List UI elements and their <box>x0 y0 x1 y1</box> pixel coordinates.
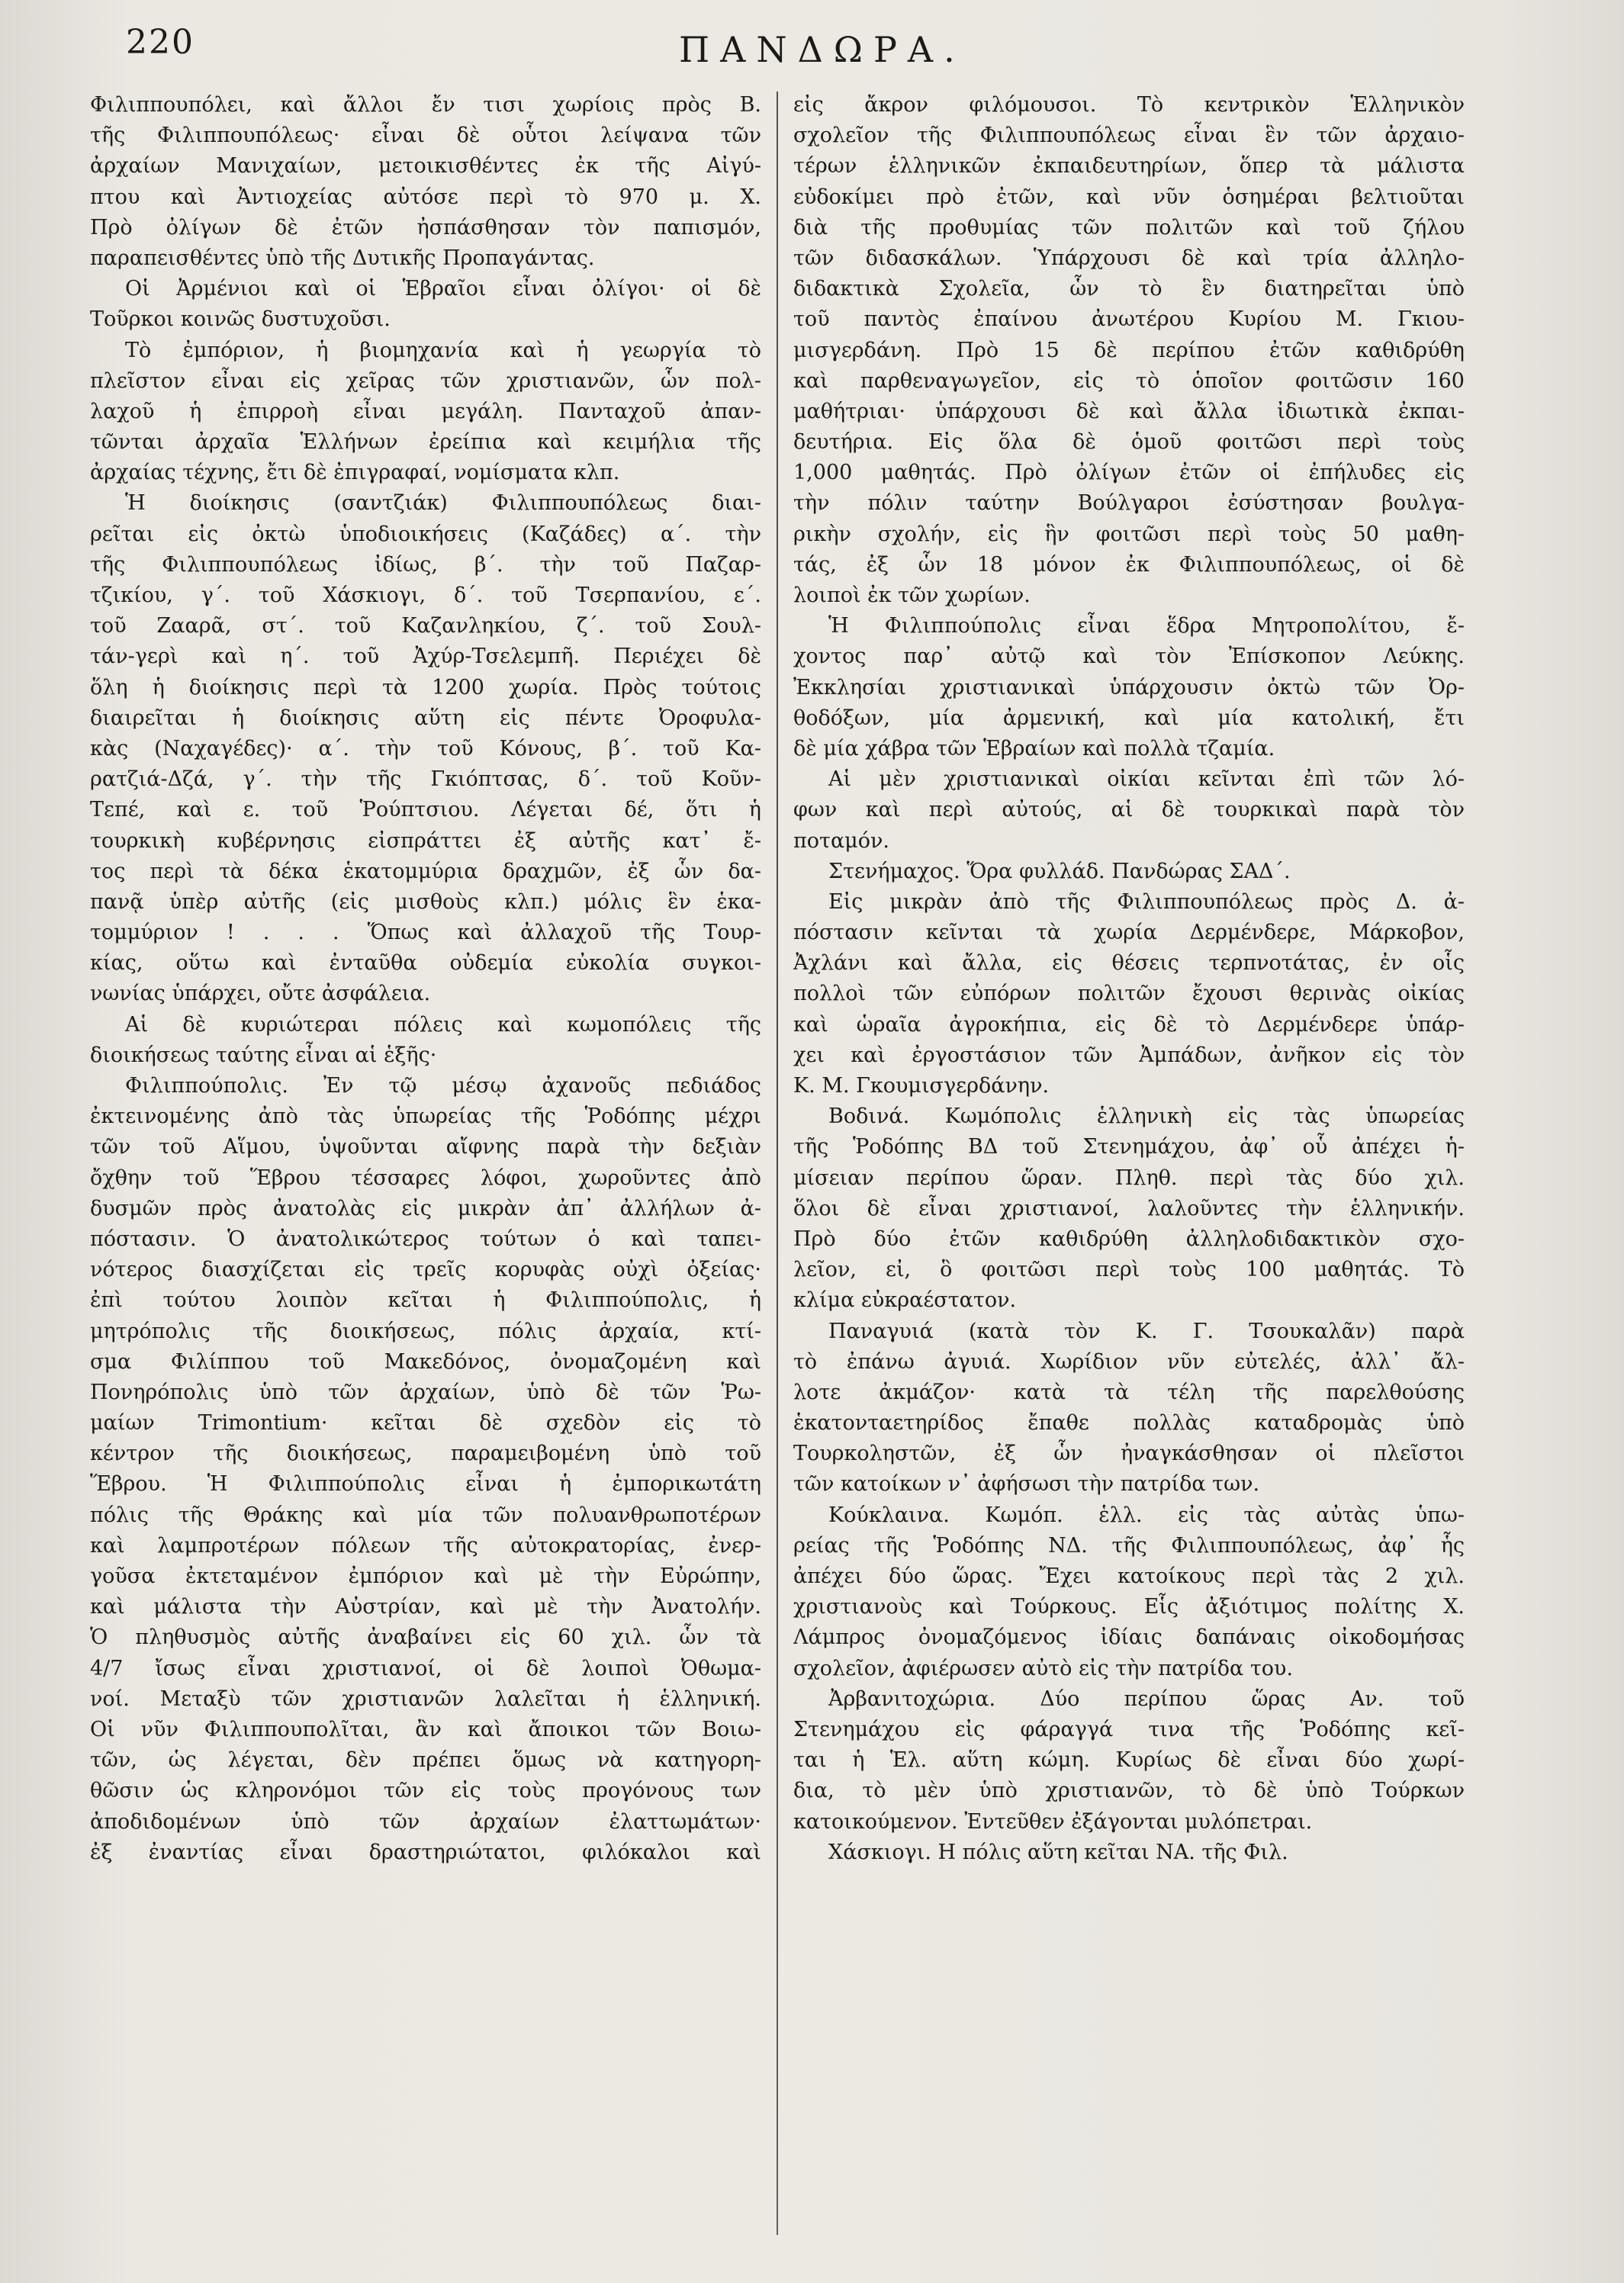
text-line: κὰς (Ναχαγέδες)· α΄. τὴν τοῦ Κόνους, β΄. τοῦ Κα- <box>90 736 761 760</box>
text-line: νοί. Μεταξὺ τῶν χριστιανῶν λαλεῖται ἡ ἑλληνική. <box>90 1687 761 1711</box>
text-line: Τὸ ἐμπόριον, ἡ βιομηχανία καὶ ἡ γεωργία τὸ <box>125 338 761 362</box>
text-line: Κ. Μ. Γκουμισγερδάνην. <box>793 1074 1050 1098</box>
text-line: ἑκατονταετηρίδος ἔπαθε πολλὰς καταδρομὰς ὑπὸ <box>793 1411 1465 1436</box>
text-line: Ἡ διοίκησις (σαντζιάκ) Φιλιππουπόλεως διαι- <box>125 491 761 516</box>
text-line: διαιρεῖται ἡ διοίκησις αὕτη εἰς πέντε Ὀροφυλα- <box>90 706 761 730</box>
text-line: μητρόπολις τῆς διοικήσεως, πόλις ἀρχαία, κτί- <box>90 1319 761 1343</box>
text-line: Ἕβρου. Ἡ Φιλιππούπολις εἶναι ἡ ἐμπορικωτάτη <box>90 1472 761 1497</box>
text-line: Πρὸ δύο ἐτῶν καθιδρύθη ἀλληλοδιδακτικὸν σχο- <box>793 1227 1465 1251</box>
text-line: τέρων ἑλληνικῶν ἐκπαιδευτηρίων, ὅπερ τὰ μάλιστα <box>793 154 1465 178</box>
text-line: διὰ τῆς προθυμίας τῶν πολιτῶν καὶ τοῦ ζήλου <box>793 215 1465 240</box>
text-line: Οἱ Ἀρμένιοι καὶ οἱ Ἑβραῖοι εἶναι ὀλίγοι· οἱ δὲ <box>125 277 761 301</box>
text-line: πτου καὶ Ἀντιοχείας αὐτόσε περὶ τὸ 970 μ. Χ. <box>90 185 761 209</box>
text-line: ἐκτεινομένης ἀπὸ τὰς ὑπωρείας τῆς Ῥοδόπης μέχρι <box>90 1105 761 1129</box>
text-line: Στενημάχου εἰς φάραγγά τινα τῆς Ῥοδόπης κεῖ- <box>793 1717 1465 1741</box>
text-line: τὸ ἐπάνω ἀγυιά. Χωρίδιον νῦν εὐτελές, ἀλλ᾽ ἄλ- <box>793 1349 1465 1374</box>
text-line: νότερος διασχίζεται εἰς τρεῖς κορυφὰς οὐχὶ ὀξείας· <box>90 1258 761 1282</box>
text-line: τουρκικὴ κυβέρνησις εἰσπράττει ἐξ αὐτῆς κατ᾽ ἔ- <box>90 828 761 853</box>
text-line: τῶν κατοίκων ν᾽ ἀφήσωσι τὴν πατρίδα των. <box>793 1472 1260 1497</box>
running-title: ΠΑΝΔΩΡΑ. <box>679 29 966 70</box>
text-line: λεῖον, εἰ, ὃ φοιτῶσι περὶ τοὺς 100 μαθητάς. Τὸ <box>793 1258 1465 1282</box>
text-line: Ἡ Φιλιππούπολις εἶναι ἕδρα Μητροπολίτου, ἔ- <box>828 614 1465 638</box>
text-line: τῆς Φιλιππουπόλεως· εἶναι δὲ οὗτοι λείψανα τῶν <box>90 124 761 148</box>
text-line: τὴν πόλιν ταύτην Βούλγαροι ἐσύστησαν βουλγα- <box>793 491 1465 516</box>
text-line: μαίων Trimontium· κεῖται δὲ σχεδὸν εἰς τὸ <box>90 1411 761 1436</box>
text-line: ρατζιά-Δζά, γ΄. τὴν τῆς Γκιόπτσας, δ΄. τοῦ Κοῦν- <box>90 767 761 792</box>
text-line: καὶ μάλιστα τὴν Αὐστρίαν, καὶ μὲ τὴν Ἀνατολήν. <box>90 1595 761 1619</box>
text-line: Πονηρόπολις ὑπὸ τῶν ἀρχαίων, ὑπὸ δὲ τῶν Ῥω- <box>90 1380 761 1404</box>
text-line: τομμύριον ! . . . Ὅπως καὶ ἀλλαχοῦ τῆς Τουρ- <box>90 921 761 945</box>
text-line: τάς, ἐξ ὧν 18 μόνον ἐκ Φιλιππουπόλεως, οἱ δὲ <box>793 552 1465 577</box>
text-line: Αἱ δὲ κυριώτεραι πόλεις καὶ κωμοπόλεις τῆς <box>125 1012 761 1037</box>
text-line: τζικίου, γ΄. τοῦ Χάσκιογι, δ΄. τοῦ Τσερπανίου, ε΄. <box>90 584 761 607</box>
text-line: μισγερδάνη. Πρὸ 15 δὲ περίπου ἐτῶν καθιδρύθη <box>793 338 1465 362</box>
text-line: ὅλοι δὲ εἶναι χριστιανοί, λαλοῦντες τὴν ἑλληνικήν. <box>793 1196 1465 1220</box>
text-line: Τουρκοληστῶν, ἐξ ὧν ἠναγκάσθησαν οἱ πλεῖστοι <box>793 1442 1465 1466</box>
text-line: δὲ μία χάβρα τῶν Ἑβραίων καὶ πολλὰ τζαμία. <box>793 736 1275 760</box>
text-line: τοῦ παντὸς ἐπαίνου ἀνωτέρου Κυρίου Μ. Γκιου- <box>793 307 1465 332</box>
text-line: τῆς Φιλιππουπόλεως ἰδίως, β΄. τὴν τοῦ Παζαρ- <box>90 552 761 577</box>
text-line: ὅλη ἡ διοίκησις περὶ τὰ 1200 χωρία. Πρὸς τούτοις <box>90 675 761 699</box>
column-divider <box>777 92 778 2235</box>
text-line: Πρὸ ὀλίγων δὲ ἐτῶν ἠσπάσθησαν τὸν παπισμόν, <box>90 215 761 240</box>
text-line: τῶνται ἀρχαῖα Ἑλλήνων ἐρείπια καὶ κειμήλια τῆς <box>90 430 761 455</box>
text-line: μαθήτριαι· ὑπάρχουσι δὲ καὶ ἄλλα ἰδιωτικὰ ἐκπαι- <box>793 399 1465 423</box>
text-line: σχολεῖον τῆς Φιλιππουπόλεως εἶναι ἓν τῶν ἀρχαιο- <box>793 124 1465 148</box>
text-line: παραπεισθέντες ὑπὸ τῆς Δυτικῆς Προπαγάντας. <box>90 246 595 270</box>
text-line: καὶ παρθεναγωγεῖον, εἰς τὸ ὁποῖον φοιτῶσιν 160 <box>793 368 1465 393</box>
text-line: ρεῖται εἰς ὀκτὼ ὑποδιοικήσεις (Καζάδες) α΄. τὴν <box>90 522 761 546</box>
text-line: καὶ λαμπροτέρων πόλεων τῆς αὐτοκρατορίας, ἐνερ- <box>90 1533 761 1558</box>
text-line: πλεῖστον εἶναι εἰς χεῖρας τῶν χριστιανῶν, ὧν πολ- <box>90 368 761 393</box>
page-number: 220 <box>126 23 195 62</box>
text-line: ρικὴν σχολήν, εἰς ἣν φοιτῶσι περὶ τοὺς 50 μαθη- <box>793 522 1465 546</box>
text-line: Στενήμαχος. Ὅρα φυλλάδ. Πανδώρας ΣΑΔ΄. <box>828 859 1291 883</box>
text-line: τῆς Ῥοδόπης ΒΔ τοῦ Στενημάχου, ἀφ᾽ οὗ ἀπέχει ἡ- <box>793 1135 1465 1159</box>
text-line: κέντρον τῆς διοικήσεως, παραμειβομένη ὑπὸ τοῦ <box>90 1442 761 1466</box>
left-text-column <box>90 90 761 2249</box>
text-line: Βοδινά. Κωμόπολις ἑλληνικὴ εἰς τὰς ὑπωρείας <box>828 1105 1465 1129</box>
text-line: κλίμα εὐκραέστατον. <box>793 1288 1017 1313</box>
text-line: πόστασιν. Ὁ ἀνατολικώτερος τούτων ὁ καὶ ταπει- <box>90 1227 761 1251</box>
text-line: σχολεῖον, ἀφιέρωσεν αὐτὸ εἰς τὴν πατρίδα του. <box>793 1656 1294 1680</box>
text-line: 1,000 μαθητάς. Πρὸ ὀλίγων ἐτῶν οἱ ἐπήλυδες εἰς <box>793 461 1465 485</box>
text-line: Αἱ μὲν χριστιανικαὶ οἰκίαι κεῖνται ἐπὶ τῶν λό- <box>828 767 1465 792</box>
text-line: κίας, οὕτω καὶ ἐνταῦθα οὐδεμία εὐκολία συγκοι- <box>90 951 761 976</box>
text-line: τάν-γερὶ καὶ η΄. τοῦ Ἀχύρ-Τσελεμπῆ. Περιέχει δὲ <box>90 645 761 669</box>
text-line: εὐδοκίμει πρὸ ἐτῶν, καὶ νῦν ὁσημέραι βελτιοῦται <box>793 185 1465 209</box>
text-line: Παναγυιά (κατὰ τὸν Κ. Γ. Τσουκαλᾶν) παρὰ <box>828 1319 1465 1343</box>
text-line: σμα Φιλίππου τοῦ Μακεδόνος, ὀνομαζομένη καὶ <box>90 1349 761 1374</box>
text-line: λαχοῦ ἡ ἐπιρροὴ εἶναι μεγάλη. Πανταχοῦ ἀπαν- <box>90 399 761 423</box>
text-line: λοτε ἀκμάζον· κατὰ τὰ τέλη τῆς παρελθούσης <box>793 1380 1465 1404</box>
text-line: Ὁ πληθυσμὸς αὐτῆς ἀναβαίνει εἰς 60 χιλ. ὧν τὰ <box>90 1625 761 1650</box>
text-line: λοιποὶ ἐκ τῶν χωρίων. <box>793 584 1031 607</box>
text-line: χριστιανοὺς καὶ Τούρκους. Εἷς ἀξιότιμος πολίτης Χ. <box>793 1595 1465 1619</box>
text-line: καὶ ὡραῖα ἀγροκήπια, εἰς δὲ τὸ Δερμένδερε ὑπάρ- <box>793 1012 1465 1037</box>
text-line: ρείας τῆς Ῥοδόπης ΝΔ. τῆς Φιλιππουπόλεως, ἀφ᾽ ἧς <box>793 1533 1465 1558</box>
text-line: νωνίας ὑπάρχει, οὔτε ἀσφάλεια. <box>90 982 431 1006</box>
text-line: ἀποδιδομένων ὑπὸ τῶν ἀρχαίων ἐλαττωμάτων· <box>90 1809 761 1834</box>
text-line: Εἰς μικρὰν ἀπὸ τῆς Φιλιππουπόλεως πρὸς Δ. ἀ- <box>828 889 1465 914</box>
text-line: κατοικούμενον. Ἐντεῦθεν ἐξάγονται μυλόπετραι. <box>793 1809 1313 1834</box>
text-line: ἀρχαίας τέχνης, ἔτι δὲ ἐπιγραφαί, νομίσματα κλπ. <box>90 461 620 485</box>
text-line: πόστασιν κεῖνται τὰ χωρία Δερμένδερε, Μάρκοβον, <box>793 921 1465 945</box>
text-line: πόλις τῆς Θράκης καὶ μία τῶν πολυανθρωποτέρων <box>90 1503 761 1527</box>
text-line: τος περὶ τὰ δέκα ἑκατομμύρια δραχμῶν, ἐξ ὧν δα- <box>90 859 761 883</box>
text-line: ὄχθην τοῦ Ἕβρου τέσσαρες λόφοι, χωροῦντες ἀπὸ <box>90 1166 761 1190</box>
text-line: ἀπέχει δύο ὥρας. Ἔχει κατοίκους περὶ τὰς 2 χιλ. <box>793 1564 1465 1588</box>
text-line: δια, τὸ μὲν ὑπὸ χριστιανῶν, τὸ δὲ ὑπὸ Τούρκων <box>793 1779 1465 1803</box>
text-line: Τοῦρκοι κοινῶς δυστυχοῦσι. <box>90 307 391 332</box>
text-line: Φιλιππούπολις. Ἐν τῷ μέσῳ ἀχανοῦς πεδιάδος <box>125 1074 761 1098</box>
text-line: ἐπὶ τούτου λοιπὸν κεῖται ἡ Φιλιππούπολις, ἡ <box>90 1288 761 1313</box>
text-line: Ἐκκλησίαι χριστιανικαὶ ὑπάρχουσιν ὀκτὼ τῶν Ὀρ- <box>793 675 1465 699</box>
text-line: γοῦσα ἐκτεταμένον ἐμπόριον καὶ μὲ τὴν Εὐρώπην, <box>90 1564 761 1588</box>
text-line: τῶν, ὡς λέγεται, δὲν πρέπει ὅμως νὰ κατηγορη- <box>90 1748 761 1773</box>
text-line: Ἀρβανιτοχώρια. Δύο περίπου ὥρας Αν. τοῦ <box>828 1687 1465 1711</box>
text-line: Κούκλαινα. Κωμόπ. ἑλλ. εἰς τὰς αὐτὰς ὑπω- <box>828 1503 1465 1527</box>
text-line: θῶσιν ὡς κληρονόμοι τῶν εἰς τοὺς προγόνους των <box>90 1779 761 1803</box>
text-line: διδακτικὰ Σχολεῖα, ὧν τὸ ἓν διατηρεῖται ὑπὸ <box>793 277 1465 301</box>
text-line: χει καὶ ἐργοστάσιον τῶν Ἀμπάδων, ἀνῆκον εἰς τὸν <box>793 1043 1465 1067</box>
text-line: πολλοὶ τῶν εὐπόρων πολιτῶν ἔχουσι θερινὰς οἰκίας <box>793 982 1465 1006</box>
text-line: πανᾷ ὑπὲρ αὐτῆς (εἰς μισθοὺς κλπ.) μόλις ἓν ἑκα- <box>90 889 761 914</box>
text-line: διοικήσεως ταύτης εἶναι αἱ ἑξῆς· <box>90 1043 437 1067</box>
text-line: δευτήρια. Εἰς ὅλα δὲ ὁμοῦ φοιτῶσι περὶ τοὺς <box>793 430 1465 455</box>
text-line: δυσμῶν πρὸς ἀνατολὰς εἰς μικρὰν ἀπ᾽ ἀλλήλων ἀ- <box>90 1196 761 1220</box>
right-text-column <box>793 90 1465 2249</box>
text-line: τοῦ Ζααρᾶ, στ΄. τοῦ Καζανληκίου, ζ΄. τοῦ Σουλ- <box>90 614 761 638</box>
text-line: Λάμπρος ὀνομαζόμενος ἰδίαις δαπάναις οἰκοδομήσας <box>793 1625 1465 1650</box>
text-line: 4/7 ἴσως εἶναι χριστιανοί, οἱ δὲ λοιποὶ Ὀθωμα- <box>90 1656 761 1680</box>
text-line: Οἱ νῦν Φιλιππουπολῖται, ἂν καὶ ἄποικοι τῶν Βοιω- <box>90 1717 761 1741</box>
text-line: ποταμόν. <box>793 828 889 853</box>
text-line: τῶν διδασκάλων. Ὑπάρχουσι δὲ καὶ τρία ἀλληλο- <box>793 246 1465 270</box>
text-line: μίσειαν περίπου ὥραν. Πληθ. περὶ τὰς δύο χιλ. <box>793 1166 1465 1190</box>
text-line: ται ἡ Ἑλ. αὕτη κώμη. Κυρίως δὲ εἶναι δύο χωρί- <box>793 1748 1465 1773</box>
text-line: εἰς ἄκρον φιλόμουσοι. Τὸ κεντρικὸν Ἑλληνικὸν <box>793 93 1465 117</box>
text-line: χοντος παρ᾽ αὐτῷ καὶ τὸν Ἐπίσκοπον Λεύκης. <box>793 645 1465 669</box>
text-line: ἐξ ἐναντίας εἶναι δραστηριώτατοι, φιλόκαλοι καὶ <box>90 1840 761 1864</box>
text-line: φων καὶ περὶ αὐτούς, αἱ δὲ τουρκικαὶ παρὰ τὸν <box>793 798 1465 822</box>
text-line: θοδόξων, μία ἀρμενική, καὶ μία κατολική, ἔτι <box>793 706 1465 730</box>
text-line: Φιλιππουπόλει, καὶ ἄλλοι ἔν τισι χωρίοις πρὸς Β. <box>90 93 761 117</box>
text-line: ἀρχαίων Μανιχαίων, μετοικισθέντες ἐκ τῆς Αἰγύ- <box>90 154 761 178</box>
text-line: Ἀχλάνι καὶ ἄλλα, εἰς θέσεις τερπνοτάτας, ἐν οἷς <box>793 951 1465 976</box>
text-line: τῶν τοῦ Αἵμου, ὑψοῦνται αἴφνης παρὰ τὴν δεξιὰν <box>90 1135 761 1159</box>
text-line: Τεπέ, καὶ ε. τοῦ Ῥούπτσιου. Λέγεται δέ, ὅτι ἡ <box>90 798 761 822</box>
text-line: Χάσκιογι. Η πόλις αὕτη κεῖται ΝΑ. τῆς Φιλ. <box>828 1840 1288 1864</box>
